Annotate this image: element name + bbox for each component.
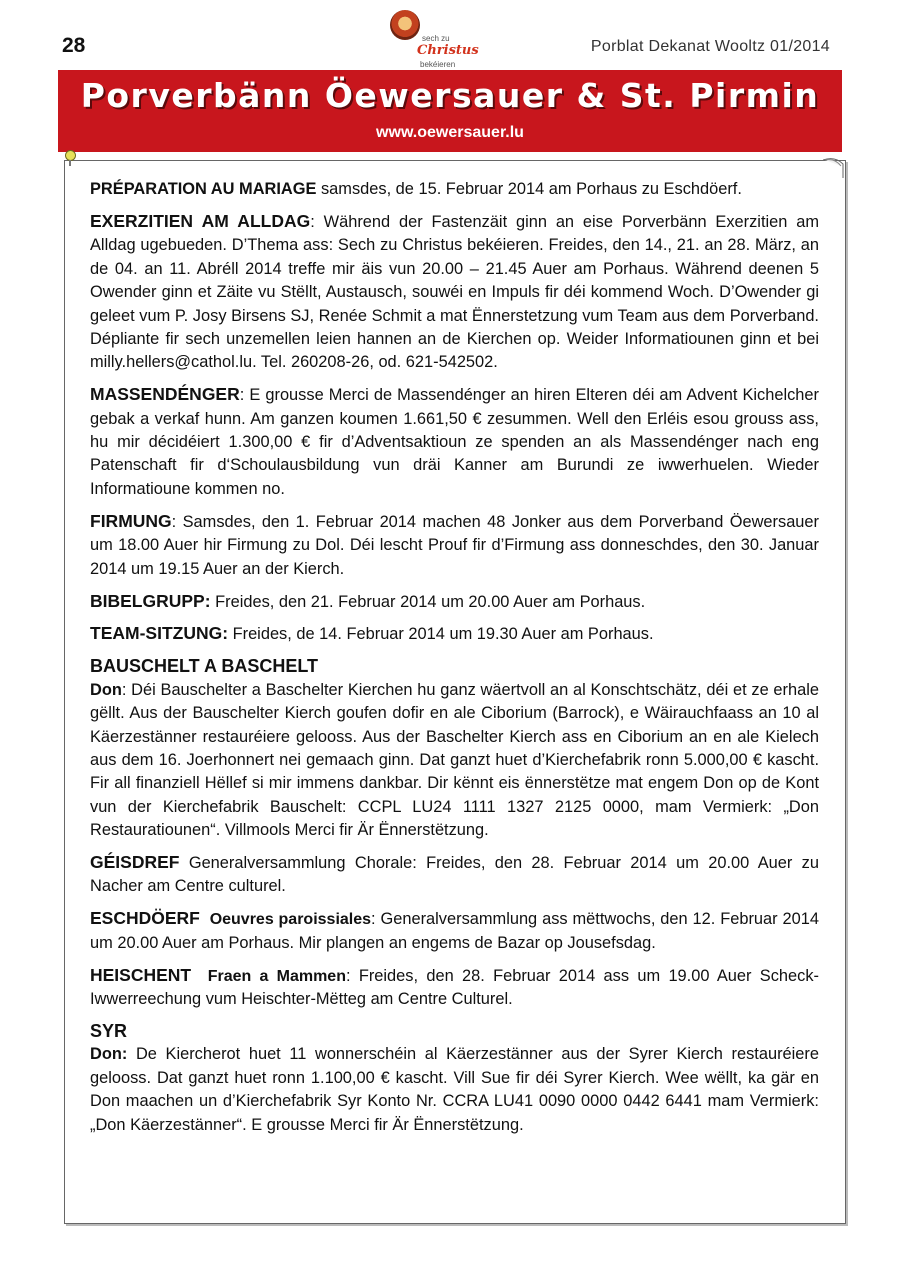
section-text: Freides, den 21. Februar 2014 um 20.00 Auer am Porhaus.: [210, 592, 646, 611]
section-text: : Samsdes, den 1. Februar 2014 machen 48 Jonker aus dem Porverband Öewersauer um 18.00 Auer hir Firmung zu Dol. Déi lescht Prouf fir d’Firmung ass donneschdes, den 30. Januar 2014 um 19.15 Auer an der Kierch.: [90, 512, 819, 578]
section-syr: [90, 1020, 819, 1137]
section-text: Freides, de 14. Februar 2014 um 19.30 Auer am Porhaus.: [228, 625, 654, 644]
section-subkeyword: Oeuvres paroissiales: [209, 911, 372, 929]
don-label: Don: [90, 680, 122, 699]
section-keyword: FIRMUNG: [90, 510, 172, 531]
article-body: [90, 178, 819, 1146]
banner-title: Porverbänn Öewersauer & St. Pirmin: [80, 76, 820, 115]
section-text: : Generalversammlung ass mëttwochs, den 12. Februar 2014 um 20.00 Auer am Porhaus. Mir plangen an engems de Bazar op Jousefsdag.: [90, 910, 819, 952]
section-teamsitzung: [90, 622, 819, 646]
section-keyword: PRÉPARATION AU MARIAGE: [90, 180, 317, 198]
section-subkeyword: Fraen a Mammen: [207, 967, 346, 985]
section-firmung: [90, 510, 819, 581]
section-keyword: TEAM-SITZUNG:: [90, 623, 229, 644]
section-geisdref: [90, 851, 819, 899]
section-text: : E grousse Merci de Massendénger an hiren Elteren déi am Advent Kichelcher gebak a verkaf hunn. Am ganzen koumen 1.661,50 € zesummen. Well den Erléis esou grouss ass, hu mir décidéiert 1.300,00 € fir d’Adventsaktioun ze spenden an als Massendénger nach eng Patenschaft fir d‘Schoulausbildung vun dräi Kanner am Burundi ze iwwerhuelen. Wieder Informatioune kommen no.: [90, 386, 819, 498]
section-preparation: [90, 178, 819, 201]
section-text: De Kiercherot huet 11 wonnerschéin al Käerzestänner aus der Syrer Kierch restauréiere gelooss. Dat ganzt huet ronn 1.100,00 € kascht. Vill Sue fir déi Syrer Kierch. Wee wëllt, ka gär en Don maachen un d’Kierchefabrik Syr Konto Nr. CCRA LU41 0090 0000 0442 6441 mam Vermierk: „Don Käerzestänner“. E grousse Merci fir Är Ënnerstëtzung.: [90, 1045, 819, 1134]
section-keyword: HEISCHENT: [90, 964, 192, 985]
section-keyword: BIBELGRUPP:: [90, 590, 211, 611]
section-keyword: MASSENDÉNGER: [90, 384, 240, 405]
section-keyword: GÉISDREF: [90, 852, 180, 873]
page-curl-icon: [823, 156, 845, 178]
logo-emblem-icon: [390, 10, 420, 40]
section-massendenger: [90, 383, 819, 501]
banner-url[interactable]: www.oewersauer.lu: [376, 124, 524, 141]
section-eschdoerf: [90, 907, 819, 955]
section-text: : Freides, den 28. Februar 2014 ass um 19.00 Auer Scheck-Iwwerreechung vum Heischter-Mëtteg am Centre Culturel.: [90, 966, 819, 1009]
publication-name: Porblat Dekanat Wooltz 01/2014: [590, 38, 830, 55]
section-text: : Während der Fastenzäit ginn an eise Porverbänn Exerzitien am Alldag ugebueden. D’Thema ass: Sech zu Christus bekéieren. Freides, den 14., 21. an 28. März, an de 04. an 11. Abréll 2014 treffe mir äis vun 20.00 – 21.45 Auer am Porhaus. Während deenen 5 Owender ginn et Zäite vu Stëllt, Austausch, souwéi en Impuls fir déi kommend Woch. D’Owender gi geleet vum P. Josy Birsens SJ, Renée Schmit a mat Ënnerstetzung vum Team aus dem Porverband. Dépliante fir sech unzemellen leien hannen an de Kierchen op. Weider Informatiounen ginn et bei milly.hellers@cathol.lu. Tel. 260208-26, od. 621-542502.: [90, 212, 819, 372]
section-bauschelt: [90, 655, 819, 842]
section-heading: BAUSCHELT A BASCHELT: [90, 656, 318, 677]
logo: [390, 10, 479, 72]
section-bibelgrupp: [90, 590, 819, 614]
don-label: Don:: [90, 1045, 128, 1064]
section-text: Generalversammlung Chorale: Freides, den 28. Februar 2014 um 20.00 Auer zu Nacher am Centre culturel.: [90, 854, 819, 896]
title-banner: [58, 70, 842, 152]
page-number: 28: [62, 34, 86, 57]
section-keyword: ESCHDÖERF: [90, 908, 200, 929]
logo-text-2: Christus: [417, 43, 479, 58]
logo-text-3: bekéieren: [420, 60, 456, 69]
section-exerzitien: [90, 210, 819, 375]
logo-text-1: sech zu: [422, 34, 450, 43]
section-heading: SYR: [90, 1021, 128, 1041]
section-text: : Déi Bauschelter a Baschelter Kierchen hu ganz wäertvoll an al Konschtschätz, déi et ze erhale gëllt. Aus der Bauschelter Kierch goufen dofir en ale Ciborium (Barrock), e Wäirauchfaass an 10 al Käerzestänner restauréiere gelooss. Aus der Baschelter Kierch ass en Ciborium an en ale Kielech aus dem 16. Joerhonnert nei gemaach ginn. Dat ganzt huet d’Kierchefabrik ronn 5.000,00 € kascht. Fir all finanziell Hëllef si mir immens dankbar. Dir kënnt eis ënnerstëtze mat engem Don op de Kont vun der Kierchefabrik Bauschelt: CCPL LU24 1111 1327 2125 0000, mam Vermierk: „Don Restauratiounen“. Villmools Merci fir Är Ënnerstëtzung.: [90, 680, 819, 840]
pushpin-icon: [64, 150, 76, 166]
section-keyword: EXERZITIEN AM ALLDAG: [90, 210, 311, 231]
section-heischent: [90, 964, 819, 1012]
section-text: samsdes, de 15. Februar 2014 am Porhaus zu Eschdöerf.: [316, 180, 742, 198]
